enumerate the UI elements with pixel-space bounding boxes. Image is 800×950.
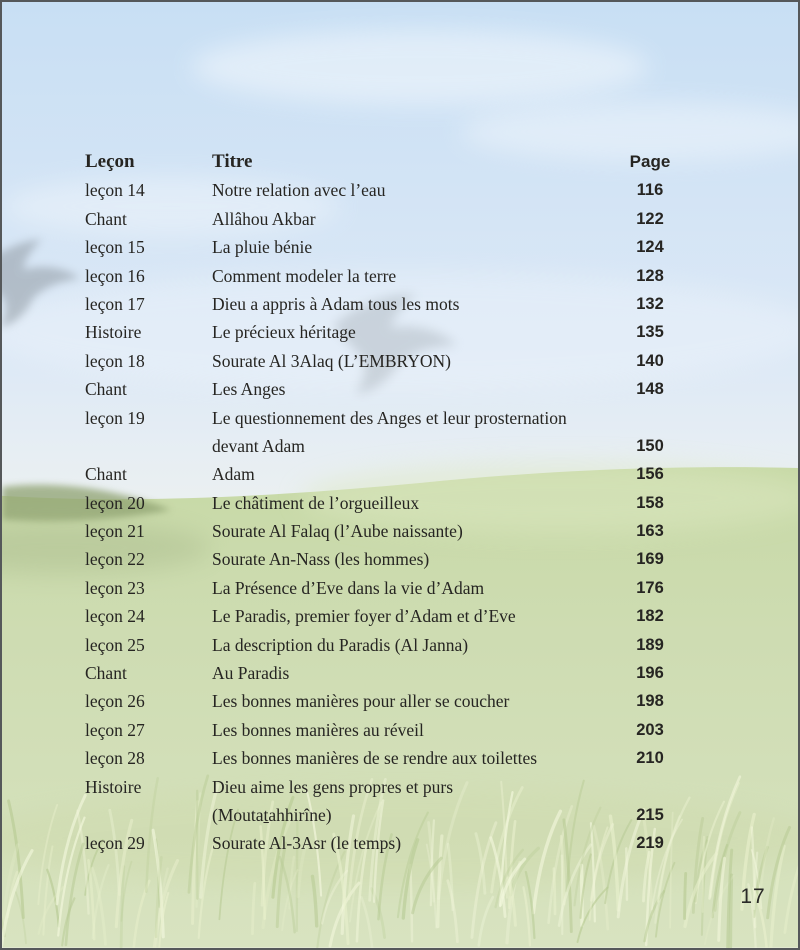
toc-row — [85, 375, 688, 403]
toc-cell-page: 116 — [636, 181, 664, 200]
toc-cell-page: 210 — [636, 749, 664, 768]
toc-row — [85, 602, 688, 630]
toc-cell-title: devant Adam — [212, 435, 305, 456]
toc-cell-title: Les Anges — [212, 379, 286, 400]
toc-cell-title: Le précieux héritage — [212, 322, 356, 343]
toc-row — [85, 176, 688, 204]
toc-cell-lesson: leçon 14 — [85, 180, 145, 201]
toc-row — [85, 687, 688, 715]
toc-cell-title: Adam — [212, 464, 255, 485]
toc-cell-lesson: leçon 16 — [85, 265, 145, 286]
toc-header-row — [85, 148, 688, 176]
toc-cell-lesson: Histoire — [85, 776, 142, 797]
toc-cell-title: Comment modeler la terre — [212, 265, 397, 286]
toc-row — [85, 347, 688, 375]
toc-row — [85, 829, 688, 857]
toc-cell-lesson: Chant — [85, 464, 127, 485]
toc-row — [85, 233, 688, 261]
toc-row — [85, 432, 688, 460]
toc-cell-page: 158 — [636, 493, 664, 512]
toc-cell-title: Notre relation avec l’eau — [212, 180, 386, 201]
toc-cell-lesson: leçon 26 — [85, 691, 145, 712]
toc-row — [85, 290, 688, 318]
toc-cell-title: La Présence d’Eve dans la vie d’Adam — [212, 577, 485, 598]
toc-cell-page: 176 — [636, 578, 664, 597]
toc-cell-lesson: Histoire — [85, 322, 142, 343]
toc-header-title: Titre — [212, 151, 253, 172]
toc-cell-lesson: leçon 27 — [85, 719, 145, 740]
toc-cell-title: Le questionnement des Anges et leur prosternation — [212, 407, 567, 428]
toc-row — [85, 262, 688, 290]
toc-cell-lesson: Chant — [85, 663, 127, 684]
toc-cell-lesson: leçon 19 — [85, 407, 145, 428]
toc-cell-page: 124 — [636, 238, 664, 257]
toc-row — [85, 631, 688, 659]
toc-cell-title: Le Paradis, premier foyer d’Adam et d’Eve — [212, 606, 516, 627]
toc-row — [85, 205, 688, 233]
toc-rows — [85, 176, 688, 857]
toc-cell-title: La description du Paradis (Al Janna) — [212, 634, 469, 655]
toc-row — [85, 404, 688, 432]
toc-cell-title: Les bonnes manières pour aller se coucher — [212, 691, 510, 712]
toc-row — [85, 744, 688, 772]
toc-cell-title: Sourate Al 3Alaq (L’EMBRYON) — [212, 350, 451, 371]
toc-cell-page: 128 — [636, 266, 664, 285]
toc-cell-page: 150 — [636, 436, 664, 455]
toc-cell-lesson: leçon 23 — [85, 577, 145, 598]
toc-cell-lesson: leçon 22 — [85, 549, 145, 570]
toc-cell-title: Sourate Al-3Asr (le temps) — [212, 833, 402, 854]
toc-cell-title: La pluie bénie — [212, 237, 313, 258]
toc-cell-lesson: leçon 24 — [85, 606, 145, 627]
toc-row — [85, 318, 688, 346]
toc-cell-page: 132 — [636, 294, 664, 313]
toc-cell-page: 156 — [636, 465, 664, 484]
toc-header-page: Page — [629, 152, 671, 171]
toc-cell-lesson: Chant — [85, 379, 127, 400]
toc-cell-title: Sourate An-Nass (les hommes) — [212, 549, 430, 570]
toc-cell-lesson: leçon 25 — [85, 634, 145, 655]
toc-cell-lesson: Chant — [85, 208, 127, 229]
toc-cell-page: 182 — [636, 607, 664, 626]
toc-row — [85, 489, 688, 517]
toc-cell-page — [612, 404, 688, 432]
toc-row — [85, 460, 688, 488]
toc-cell-page: 198 — [636, 692, 664, 711]
toc-cell-page: 148 — [636, 380, 664, 399]
toc-cell-lesson: leçon 29 — [85, 833, 145, 854]
toc-row — [85, 574, 688, 602]
toc-row — [85, 716, 688, 744]
toc-cell-page: 163 — [636, 522, 664, 541]
toc-cell-lesson: leçon 17 — [85, 293, 145, 314]
toc-cell-lesson — [85, 432, 212, 460]
toc-cell-page: 135 — [636, 323, 664, 342]
toc-cell-title: Sourate Al Falaq (l’Aube naissante) — [212, 521, 463, 542]
toc-header-lesson: Leçon — [85, 151, 135, 172]
table-of-contents — [85, 148, 688, 858]
toc-cell-lesson: leçon 28 — [85, 748, 145, 769]
toc-cell-title: Les bonnes manières de se rendre aux toilettes — [212, 748, 538, 769]
toc-cell-page: 219 — [636, 834, 664, 853]
toc-row — [85, 773, 688, 801]
toc-row — [85, 517, 688, 545]
toc-cell-page: 122 — [636, 209, 664, 228]
toc-cell-title: Au Paradis — [212, 663, 290, 684]
toc-cell-page — [612, 773, 688, 801]
toc-row — [85, 801, 688, 829]
toc-cell-title: Les bonnes manières au réveil — [212, 719, 424, 740]
toc-cell-title: Allâhou Akbar — [212, 208, 316, 229]
toc-cell-lesson: leçon 20 — [85, 492, 145, 513]
toc-row — [85, 659, 688, 687]
toc-cell-page: 189 — [636, 635, 664, 654]
toc-cell-title: Dieu a appris à Adam tous les mots — [212, 293, 460, 314]
toc-cell-page: 215 — [636, 805, 664, 824]
toc-cell-lesson: leçon 18 — [85, 350, 145, 371]
toc-cell-page: 140 — [636, 351, 664, 370]
toc-cell-title: Le châtiment de l’orgueilleux — [212, 492, 420, 513]
toc-cell-lesson: leçon 21 — [85, 521, 145, 542]
page-number: 17 — [740, 885, 766, 908]
toc-row — [85, 545, 688, 573]
toc-cell-title: (Moutaṯahhirîne) — [212, 804, 332, 825]
toc-cell-page: 203 — [636, 720, 664, 739]
toc-cell-title: Dieu aime les gens propres et purs — [212, 776, 454, 797]
toc-cell-page: 169 — [636, 550, 664, 569]
toc-cell-lesson: leçon 15 — [85, 237, 145, 258]
toc-cell-lesson — [85, 801, 212, 829]
toc-cell-page: 196 — [636, 664, 664, 683]
